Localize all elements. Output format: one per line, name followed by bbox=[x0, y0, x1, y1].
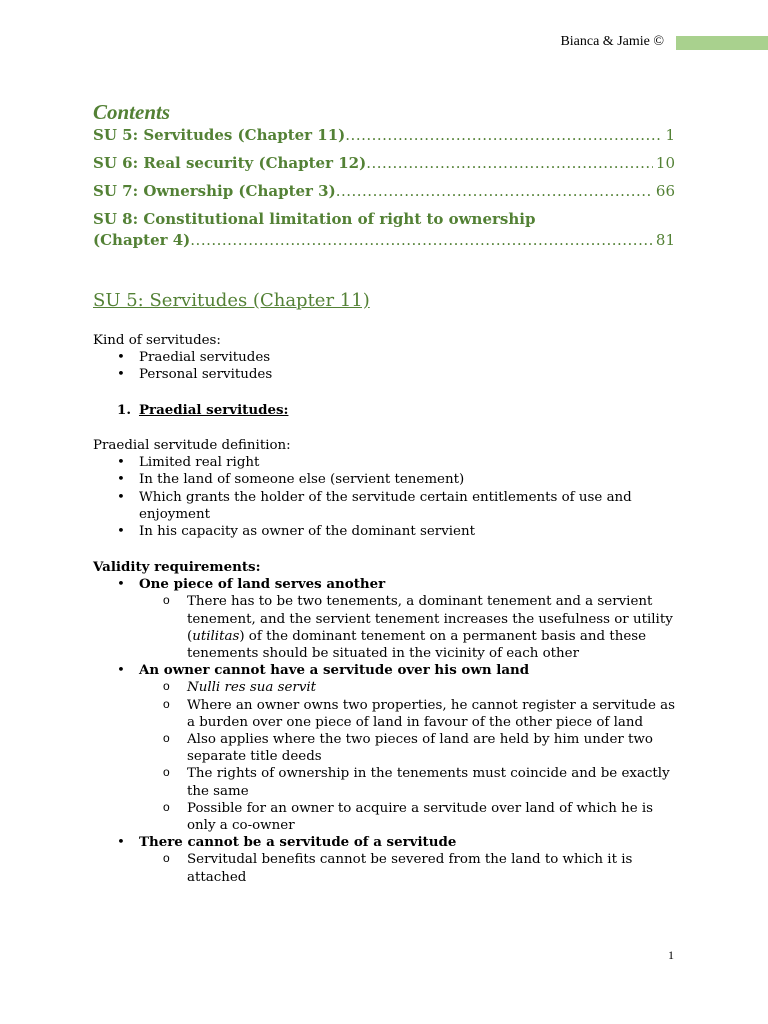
numbered-heading bbox=[117, 402, 288, 418]
sub-list bbox=[139, 679, 683, 834]
validity-list bbox=[93, 576, 683, 886]
kinds-intro: Kind of servitudes: bbox=[93, 333, 221, 348]
toc-entry-page: 10 bbox=[655, 154, 675, 172]
definition-block bbox=[93, 437, 683, 540]
list-item: • In his capacity as owner of the dominant servient bbox=[139, 523, 683, 540]
validity-block bbox=[93, 559, 683, 886]
requirement-title: One piece of land serves another bbox=[139, 576, 386, 593]
validity-heading: Validity requirements: bbox=[93, 559, 261, 575]
italic-term: utilitas bbox=[192, 628, 240, 644]
requirement-title: An owner cannot have a servitude over his own land bbox=[139, 662, 530, 679]
toc-entry-page: 81 bbox=[655, 231, 675, 249]
toc-entry-title: SU 7: Ownership (Chapter 3) bbox=[93, 182, 336, 200]
toc-entry[interactable] bbox=[93, 125, 675, 146]
sub-list-item: o Where an owner owns two properties, he cannot register a servitude as a burden over one piece of land in favour of the other piece of land bbox=[187, 697, 683, 731]
list-item bbox=[139, 576, 683, 662]
toc-entry-title: SU 8: Constitutional limitation of right to ownership bbox=[93, 210, 536, 228]
header-accent-bar bbox=[676, 36, 768, 50]
sub-list-item bbox=[187, 593, 683, 662]
kinds-block bbox=[93, 332, 683, 384]
text-span: There has to be two tenements, a dominant tenement and a servient tenement, and the servient tenement increases the usefulness or utility ( bbox=[187, 594, 673, 644]
list-item bbox=[139, 662, 683, 834]
sub-list bbox=[139, 593, 683, 662]
list-item: • Praedial servitudes bbox=[139, 349, 683, 366]
contents-title: Contents bbox=[93, 100, 171, 124]
kinds-list bbox=[93, 349, 683, 383]
toc-leader-dots bbox=[345, 125, 662, 146]
toc-entry-title: SU 6: Real security (Chapter 12) bbox=[93, 154, 367, 172]
heading-label: Praedial servitudes: bbox=[138, 402, 289, 418]
toc-entry[interactable] bbox=[93, 181, 675, 202]
section-heading: SU 5: Servitudes (Chapter 11) bbox=[93, 290, 370, 311]
definition-list bbox=[93, 454, 683, 540]
header-authors: Bianca & Jamie © bbox=[560, 34, 664, 49]
toc-entry[interactable] bbox=[93, 153, 675, 174]
italic-maxim: Nulli res sua servit bbox=[187, 680, 317, 696]
definition-intro: Praedial servitude definition: bbox=[93, 438, 291, 453]
toc-entry-page: 1 bbox=[665, 126, 675, 144]
sub-list-item: o Possible for an owner to acquire a servitude over land of which he is only a co-owner bbox=[187, 800, 683, 834]
sub-list-item bbox=[187, 679, 683, 696]
list-item: • Limited real right bbox=[139, 454, 683, 471]
toc-entry-title-continued: (Chapter 4) bbox=[93, 231, 191, 249]
list-item: • Which grants the holder of the servitude certain entitlements of use and enjoyment bbox=[139, 489, 683, 523]
requirement-title: There cannot be a servitude of a servitude bbox=[139, 834, 457, 851]
sub-list bbox=[139, 851, 683, 885]
sub-list-item: o The rights of ownership in the tenements must coincide and be exactly the same bbox=[187, 765, 683, 799]
page-number: 1 bbox=[668, 948, 674, 962]
toc-leader-dots bbox=[336, 181, 653, 202]
sub-list-item: o Servitudal benefits cannot be severed from the land to which it is attached bbox=[187, 851, 683, 885]
heading-number: 1. bbox=[117, 402, 131, 418]
toc-entry-title: SU 5: Servitudes (Chapter 11) bbox=[93, 126, 346, 144]
toc-leader-dots bbox=[190, 230, 653, 251]
list-item bbox=[139, 834, 683, 886]
toc-leader-dots bbox=[366, 153, 653, 174]
sub-list-item: o Also applies where the two pieces of land are held by him under two separate title deeds bbox=[187, 731, 683, 765]
list-item: • In the land of someone else (servient tenement) bbox=[139, 471, 683, 488]
toc-entry[interactable] bbox=[93, 209, 675, 251]
list-item: • Personal servitudes bbox=[139, 366, 683, 383]
toc-entry-page: 66 bbox=[655, 182, 675, 200]
text-span: ) of the dominant tenement on a permanent basis and these tenements should be situated in the vicinity of each other bbox=[187, 628, 647, 662]
